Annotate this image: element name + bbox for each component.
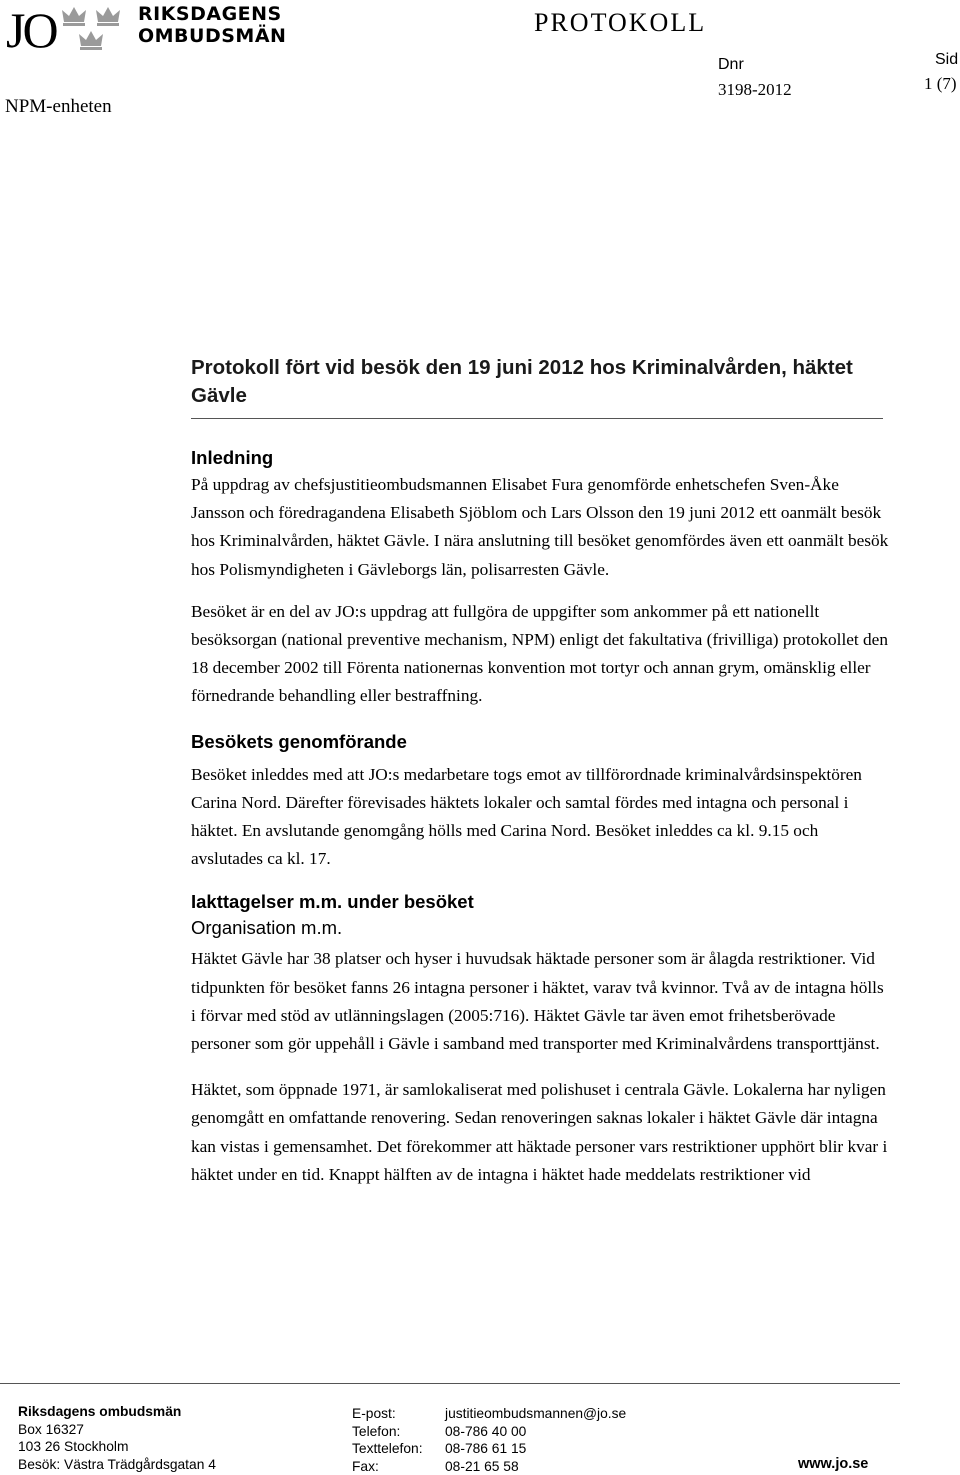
dnr-label: Dnr: [718, 56, 744, 74]
section-heading-genomforande: Besökets genomförande: [191, 729, 891, 755]
section-heading-inledning: Inledning: [191, 445, 891, 471]
paragraph-inledning-1: På uppdrag av chefsjustitieombudsmannen Elisabet Fura genomförde enhetschefen Sven-Åke Jansson och föredragandena Elisabeth Sjöblom och Lars Olsson den 19 juni 2012 ett oanmält besök hos Kriminalvården, häktet Gävle. I nära anslutning till besöket genomfördes även ett oanmält besök hos Polismyndigheten i Gävleborgs län, polisarresten Gävle.: [191, 471, 891, 584]
document-title: Protokoll fört vid besök den 19 juni 2012 hos Kriminalvården, häktet Gävle: [191, 354, 883, 419]
paragraph-genomforande: Besöket inleddes med att JO:s medarbetare togs emot av tillförordnade kriminalvårdsinspektören Carina Nord. Därefter förevisades häktets lokaler och samtal fördes med intagna och personal i häktet. En avslutande genomgång hölls med Carina Nord. Besöket inleddes ca kl. 9.15 och avslutades ca kl. 17.: [191, 761, 891, 874]
document-body: [191, 354, 891, 1189]
email-value[interactable]: justitieombudsmannen@jo.se: [445, 1405, 626, 1423]
subsection-heading-organisation: Organisation m.m.: [191, 915, 891, 941]
document-type: PROTOKOLL: [534, 8, 706, 38]
dnr-value: 3198-2012: [718, 80, 792, 100]
footer-contact-values: [445, 1405, 626, 1475]
paragraph-inledning-2: Besöket är en del av JO:s uppdrag att fullgöra de uppgifter som ankommer på ett nationellt besöksorgan (national preventive mechanism, NPM) enligt det fakultativa (frivilliga) protokollet den 18 december 2002 till Förenta nationernas konvention mot tortyr och annan grym, omänsklig eller förnedrande behandling eller bestraffning.: [191, 598, 891, 711]
website-link[interactable]: www.jo.se: [798, 1456, 868, 1474]
paragraph-organisation-2: Häktet, som öppnade 1971, är samlokaliserat med polishuset i centrala Gävle. Lokalerna har nyligen genomgått en omfattande renovering. Sedan renoveringen saknas lokaler i häktet Gävle där intagna kan vistas i gemensamhet. Det förekommer att häktade personer vars restriktioner upphört blir kvar i häktet under en tid. Knappt hälften av de intagna i häktet hade meddelats restriktioner vid: [191, 1076, 891, 1189]
fax-label: Fax:: [352, 1458, 423, 1475]
footer-divider: [0, 1383, 900, 1384]
logo-name: [138, 3, 286, 47]
footer-visit-address: Besök: Västra Trädgårdsgatan 4: [18, 1456, 216, 1474]
crowns-logo-icon: [60, 4, 130, 50]
phone-label: Telefon:: [352, 1423, 423, 1441]
footer-org-name: Riksdagens ombudsmän: [18, 1403, 216, 1421]
footer-address: [18, 1403, 216, 1473]
logo-line-2: OMBUDSMÄN: [138, 25, 286, 47]
section-heading-iakttagelser: Iakttagelser m.m. under besöket: [191, 889, 891, 915]
textphone-value: 08-786 61 15: [445, 1440, 626, 1458]
logo-line-1: RIKSDAGENS: [138, 3, 286, 25]
email-label: E-post:: [352, 1405, 423, 1423]
logo-jo-letters: JO: [6, 2, 56, 58]
page-label: Sid: [935, 51, 958, 69]
phone-value: 08-786 40 00: [445, 1423, 626, 1441]
footer-box: Box 16327: [18, 1421, 216, 1439]
footer-contact-labels: [352, 1405, 423, 1475]
fax-value: 08-21 65 58: [445, 1458, 626, 1475]
textphone-label: Texttelefon:: [352, 1440, 423, 1458]
paragraph-organisation-1: Häktet Gävle har 38 platser och hyser i huvudsak häktade personer som är ålagda restriktioner. Vid tidpunkten för besöket fanns 26 intagna personer i häktet, varav två kvinnor. Två av de intagna hölls i förvar med stöd av utlänningslagen (2005:716). Häktet Gävle tar även emot frihetsberövade personer som gör uppehåll i Gävle i samband med transporter med Kriminalvårdens transporttjänst.: [191, 945, 891, 1058]
footer-city: 103 26 Stockholm: [18, 1438, 216, 1456]
page-number: 1 (7): [924, 74, 957, 94]
unit-name: NPM-enheten: [5, 96, 112, 118]
